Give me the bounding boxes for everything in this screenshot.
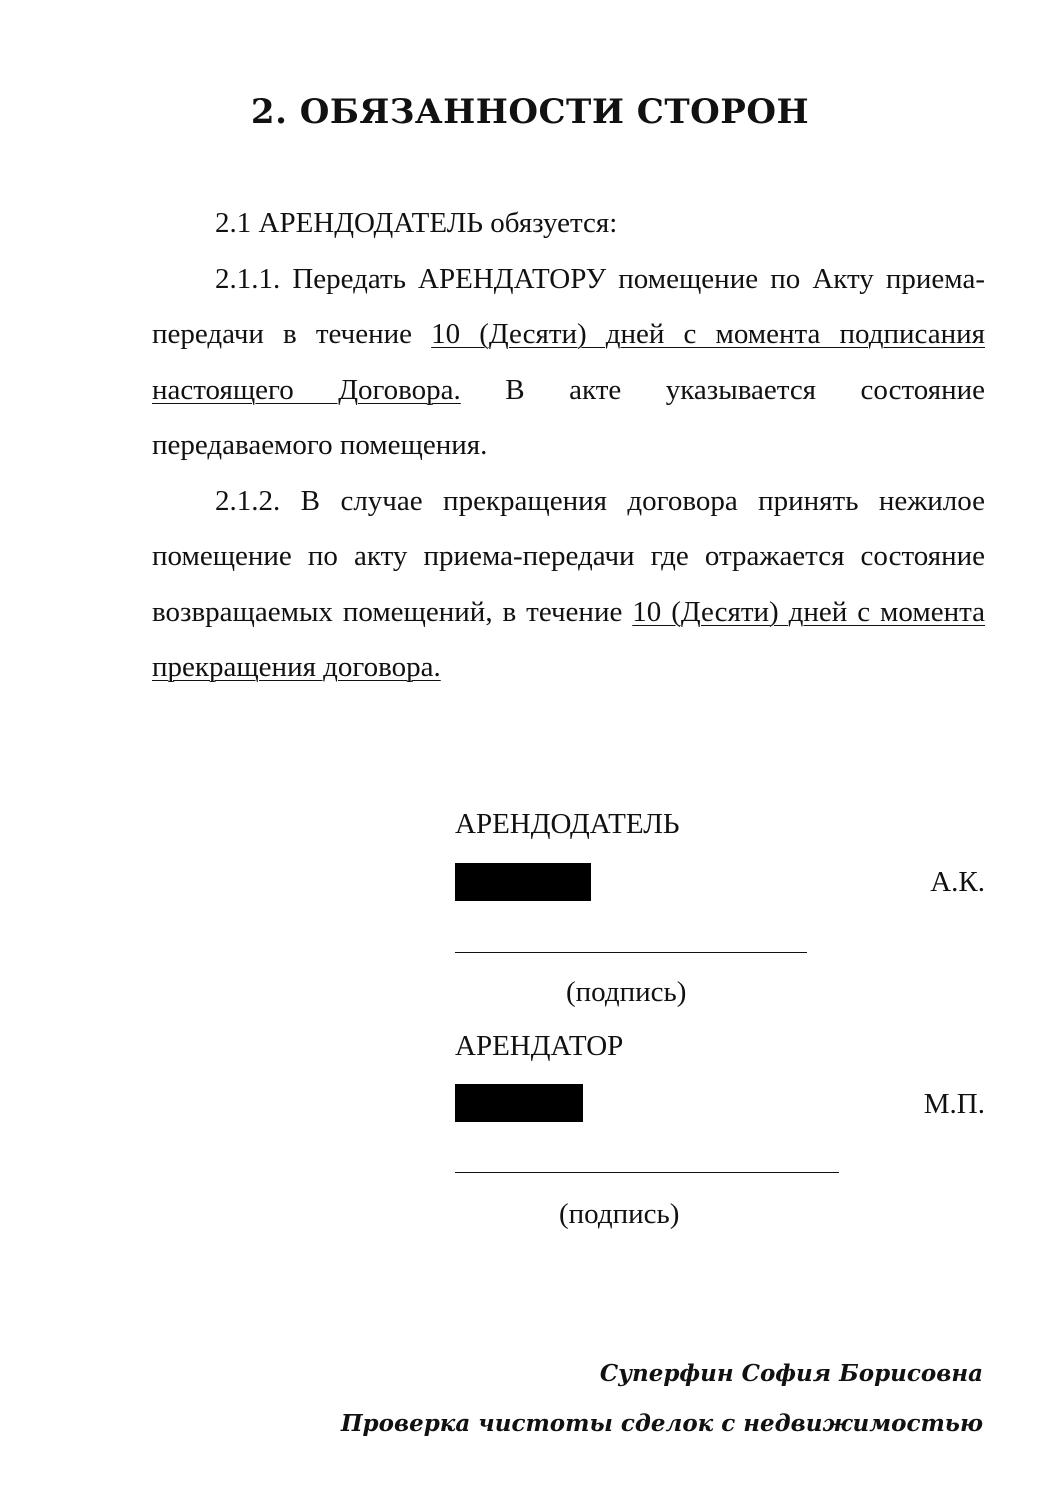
clause-2-1-2 [152, 474, 985, 696]
clause-2-1-1-note: В акте указывается состояние передаваемого помещения. [152, 373, 985, 461]
footer-subtitle: Проверка чистоты сделок с недвижимостью [340, 1410, 983, 1437]
clauses-block [152, 196, 985, 696]
landlord-label: АРЕНДОДАТЕЛЬ [455, 808, 680, 840]
tenant-initials: М.П. [923, 1088, 985, 1120]
footer-author: Суперфин София Борисовна [599, 1360, 983, 1387]
tenant-label: АРЕНДАТОР [455, 1030, 624, 1062]
landlord-signature-line [455, 952, 807, 953]
landlord-initials: А.К. [930, 866, 985, 898]
landlord-signature-caption: (подпись) [566, 976, 687, 1008]
landlord-redacted-name [455, 863, 591, 901]
clause-2-1-1-deadline: 10 (Десяти) дней с момента подписания настоящего Договора. [152, 318, 985, 406]
tenant-signature-line [455, 1172, 839, 1173]
clause-2-1-2-deadline: 10 (Десяти) дней с момента прекращения договора. [152, 595, 985, 683]
clause-2-1-1 [152, 252, 985, 474]
section-title: 2. ОБЯЗАННОСТИ СТОРОН [250, 92, 810, 132]
tenant-redacted-name [455, 1084, 583, 1122]
tenant-signature-caption: (подпись) [559, 1198, 680, 1230]
clause-2-1-1-text: 2.1.1. Передать АРЕНДАТОРУ помещение по Акту приема-передачи в течение [152, 262, 985, 350]
clause-2-1-2-text: 2.1.2. В случае прекращения договора принять нежилое помещение по акту приема-передачи где отражается состояние возвращаемых помещений, в течение [152, 484, 985, 628]
clause-2-1: 2.1 АРЕНДОДАТЕЛЬ обязуется: [215, 207, 618, 239]
